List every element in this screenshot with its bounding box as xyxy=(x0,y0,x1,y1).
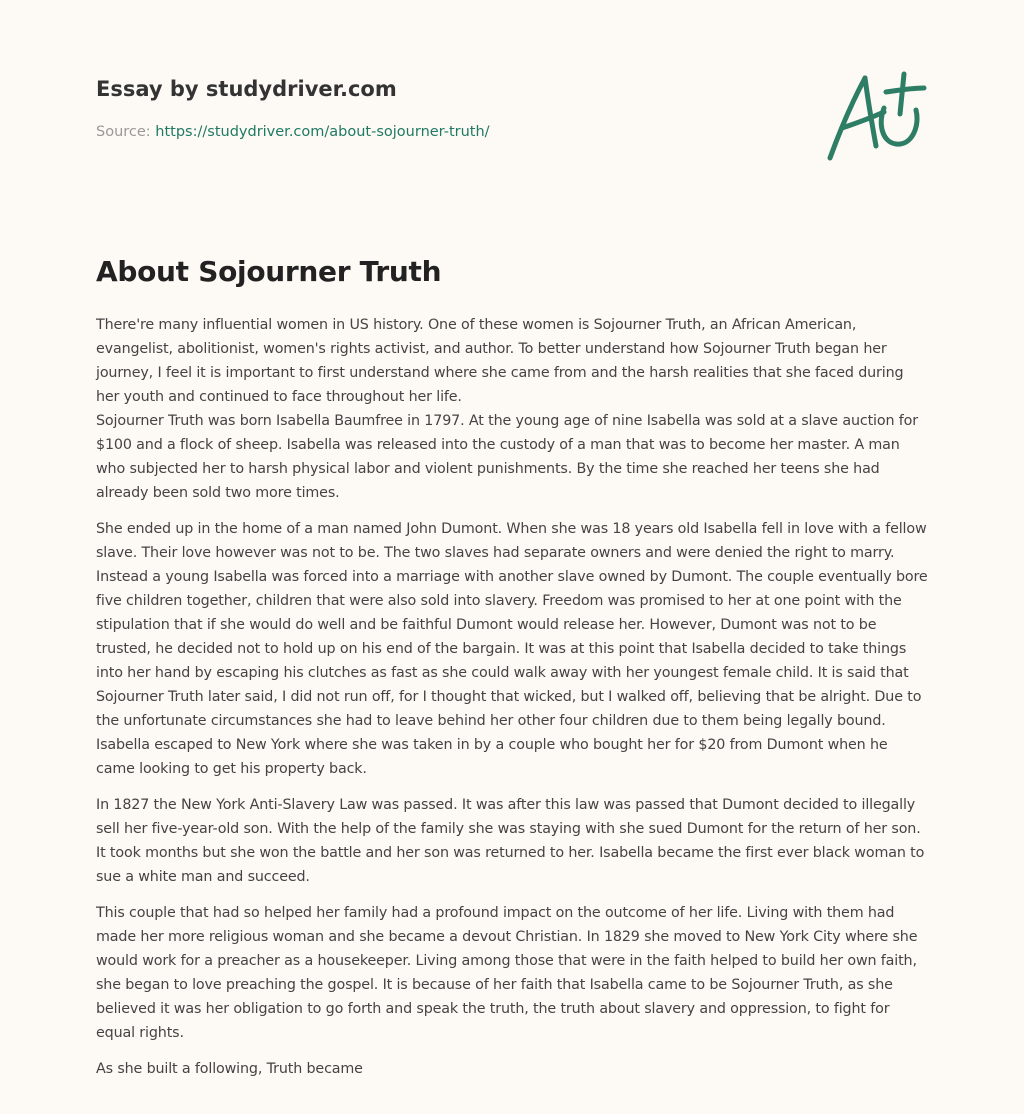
paragraph: In 1827 the New York Anti-Slavery Law was passed. It was after this law was passed that Dumont decided to illegally sell her five-year-old son. With the help of the family she was staying with she sued Dumont for the return of her son. It took months but she won the battle and her son was returned to her. Isabella became the first ever black woman to sue a white man and succeed. xyxy=(96,797,925,885)
article-title: About Sojourner Truth xyxy=(96,255,442,288)
a-plus-logo-icon xyxy=(820,66,930,166)
paragraph: There're many influential women in US history. One of these women is Sojourner Truth, an African American, evangelist, abolitionist, women's rights activist, and author. To better understand how Sojourner Truth began her journey, I feel it is important to first understand where she came from and the harsh realities that she faced during her youth and continued to face throughout her life. xyxy=(96,317,904,405)
source-line xyxy=(96,122,796,142)
source-link[interactable]: https://studydriver.com/about-sojourner-truth/ xyxy=(155,124,490,140)
paragraph: Sojourner Truth was born Isabella Baumfree in 1797. At the young age of nine Isabella was sold at a slave auction for $100 and a flock of sheep. Isabella was released into the custody of a man that was to become her master. A man who subjected her to harsh physical labor and violent punishments. By the time she reached her teens she had already been sold two more times. xyxy=(96,413,918,501)
essay-header xyxy=(96,74,796,142)
paragraph: She ended up in the home of a man named John Dumont. When she was 18 years old Isabella fell in love with a fellow slave. Their love however was not to be. The two slaves had separate owners and were denied the right to marry. Instead a young Isabella was forced into a marriage with another slave owned by Dumont. The couple eventually bore five children together, children that were also sold into slavery. Freedom was promised to her at one point with the stipulation that if she would do well and be faithful Dumont would release her. However, Dumont was not to be trusted, he decided not to hold up on his end of the bargain. It was at this point that Isabella decided to take things into her hand by escaping his clutches as fast as she could walk away with her youngest female child. It is said that Sojourner Truth later said, I did not run off, for I thought that wicked, but I walked off, believing that be alright. Due to the unfortunate circumstances she had to leave behind her other four children due to them being legally bound. Isabella escaped to New York where she was taken in by a couple who bought her for $20 from Dumont when he came looking to get his property back. xyxy=(96,521,928,777)
paragraph: This couple that had so helped her family had a profound impact on the outcome of her life. Living with them had made her more religious woman and she became a devout Christian. In 1829 she moved to New York City where she would work for a preacher as a housekeeper. Living among those that were in the faith helped to build her own faith, she began to love preaching the gospel. It is because of her faith that Isabella came to be Sojourner Truth, as she believed it was her obligation to go forth and speak the truth, the truth about slavery and oppression, to fight for equal rights. xyxy=(96,905,918,1041)
paragraph: As she built a following, Truth became xyxy=(96,1061,363,1077)
source-label: Source: xyxy=(96,124,151,140)
article-body xyxy=(96,313,928,1093)
brand-title: Essay by studydriver.com xyxy=(96,77,397,101)
